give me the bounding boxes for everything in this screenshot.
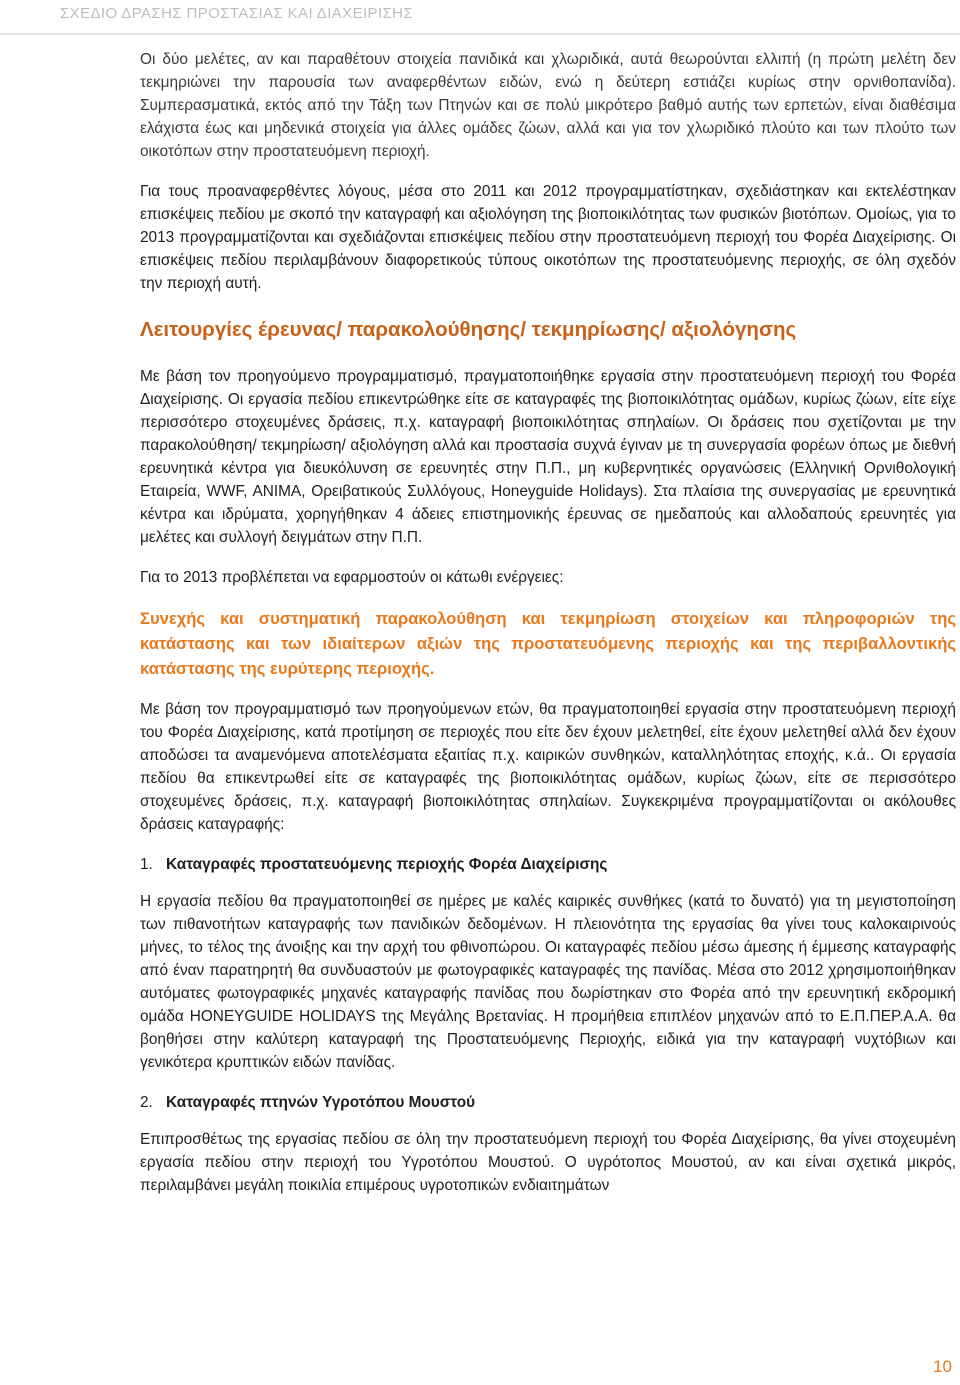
paragraph: Η εργασία πεδίου θα πραγματοποιηθεί σε ημέρες με καλές καιρικές συνθήκες (κατά το δυνατό) για τη μεγιστοποίηση των πιθανοτήτων καταγραφής των πανιδικών δεδομένων. Η πλειονότητα της εργασίας θα γίνει τους καλοκαιρινούς μήνες, το τέλος της άνοιξης και την αρχή του φθινοπώρου. Οι καταγραφές πεδίου μέσω άμεσης ή έμμεσης καταγραφής από έναν παρατηρητή θα συνδυαστούν με φωτογραφικές καταγραφές της πανίδας. Μέσα στο 2012 χρησιμοποιήθηκαν αυτόματες φωτογραφικές μηχανές καταγραφής πανίδας που δωρίστηκαν στο Φορέα από την ερευνητική εκδρομική ομάδα HONEYGUIDE HOLIDAYS της Μεγάλης Βρετανίας. Η προμήθεια επιπλέον μηχανών από το Ε.Π.ΠΕΡ.Α.Α. θα βοηθήσει στην καλύτερη καταγραφή της Προστατευόμενης Περιοχής, ειδικά για την καταγραφή νυχτόβιων και γενικότερα κρυπτικών ειδών πανίδας.	[140, 893, 956, 1071]
paragraph: Επιπροσθέτως της εργασίας πεδίου σε όλη την προστατευόμενη περιοχή του Φορέα Διαχείρισης, θα γίνει στοχευμένη εργασία πεδίου στην περιοχή του Υγροτόπου Μουστού. Ο υγρότοπος Μουστού, αν και είναι σχετικά μικρός, περιλαμβάνει μεγάλη ποικιλία επιμέρους υγροτοπικών ενδιαιτημάτων	[140, 1131, 956, 1194]
paragraph: Για το 2013 προβλέπεται να εφαρμοστούν οι κάτωθι ενέργειες:	[140, 569, 564, 586]
document-body	[140, 48, 956, 1214]
paragraph: Με βάση τον προηγούμενο προγραμματισμό, πραγματοποιήθηκε εργασία στην προστατευόμενη περιοχή του Φορέα Διαχείρισης. Οι εργασία πεδίου επικεντρώθηκε είτε σε καταγραφές της βιοποικιλότητας ομάδων, κυρίως ζώων, είτε είχε περισσότερο στοχευμένες δράσεις, π.χ. καταγραφή βιοποικιλότητας σπηλαίων. Οι δράσεις που σχετίζονται με την παρακολούθηση/ τεκμηρίωση/ αξιολόγηση αλλά και προστασία συχνά έγιναν με τη συνεργασία φορέων όπως με διεθνή ερευνητικά κέντρα για διευκόλυνση σε ερευνητές στην Π.Π., μη κυβερνητικές οργανώσεις (Ελληνική Ορνιθολογική Εταιρεία, WWF, ANIMA, Ορειβατικούς Συλλόγους, Honeyguide Holidays). Στα πλαίσια της συνεργασίας με ερευνητικά κέντρα και ιδρύματα, χορηγήθηκαν 4 άδειες επιστημονικής έρευνας σε ημεδαπούς και αλλοδαπούς ερευνητές για μελέτες και συλλογή δειγμάτων στην Π.Π.	[140, 368, 956, 546]
page-number: 10	[933, 1357, 952, 1376]
header-divider	[0, 33, 960, 35]
numbered-heading-text: Καταγραφές προστατευόμενης περιοχής Φορέα Διαχείρισης	[166, 856, 608, 873]
running-header: ΣΧΕΔΙΟ ΔΡΑΣΗΣ ΠΡΟΣΤΑΣΙΑΣ ΚΑΙ ΔΙΑΧΕΙΡΙΣΗΣ	[60, 5, 414, 22]
subsection-heading: Συνεχής και συστηματική παρακολούθηση και τεκμηρίωση στοιχείων και πληροφοριών της κατάστασης και των ιδιαίτερων αξιών της προστατευόμενης περιοχής και της περιβαλλοντικής κατάστασης της ευρύτερης περιοχής.	[140, 609, 956, 678]
list-number: 1.	[140, 856, 153, 873]
numbered-heading-1	[140, 853, 956, 876]
paragraph: Για τους προαναφερθέντες λόγους, μέσα στο 2011 και 2012 προγραμματίστηκαν, σχεδιάστηκαν και εκτελέστηκαν επισκέψεις πεδίου με σκοπό την καταγραφή και αξιολόγηση της βιοποικιλότητας των φυσικών βιοτόπων. Ομοίως, για το 2013 προγραμματίζονται και σχεδιάζονται επισκέψεις πεδίου στην προστατευόμενη περιοχή του Φορέα Διαχείρισης. Οι επισκέψεις πεδίου περιλαμβάνουν διαφορετικούς τύπους οικοτόπων της προστατευόμενης περιοχής, σε όλη σχεδόν την περιοχή αυτή.	[140, 183, 956, 292]
list-number: 2.	[140, 1094, 153, 1111]
paragraph: Οι δύο μελέτες, αν και παραθέτουν στοιχεία πανιδικά και χλωριδικά, αυτά θεωρούνται ελλιπή (η πρώτη μελέτη δεν τεκμηριώνει την παρουσία των αναφερθέντων ειδών, ενώ η δεύτερη εστιάζει κυρίως στην ορνιθοπανίδα). Συμπερασματικά, εκτός από την Τάξη των Πτηνών και σε πολύ μικρότερο βαθμό αυτής των ερπετών, είναι διαθέσιμα ελάχιστα έως και μηδενικά στοιχεία για άλλες ομάδες ζώων, αλλά και για τον χλωριδικό πλούτο και των πλούτο των οικοτόπων στην προστατευόμενη περιοχή.	[140, 51, 956, 160]
paragraph: Με βάση τον προγραμματισμό των προηγούμενων ετών, θα πραγματοποιηθεί εργασία στην προστατευόμενη περιοχή του Φορέα Διαχείρισης, κατά προτίμηση σε περιοχές που είτε δεν έχουν μελετηθεί, είτε έχουν μελετηθεί αλλά δεν έχουν αποδώσει τα αναμενόμενα αποτελέσματα εξαιτίας π.χ. καιρικών συνθηκών, καταλληλότητας εποχής, κ.ά.. Οι εργασία πεδίου θα επικεντρωθεί είτε σε καταγραφές της βιοποικιλότητας ομάδων, κυρίως ζώων, είτε σε περισσότερο στοχευμένες δράσεις, π.χ. καταγραφή βιοποικιλότητας σπηλαίων. Συγκεκριμένα προγραμματίζονται οι ακόλουθες δράσεις καταγραφής:	[140, 701, 956, 833]
section-heading: Λειτουργίες έρευνας/ παρακολούθησης/ τεκμηρίωσης/ αξιολόγησης	[140, 318, 797, 341]
numbered-heading-text: Καταγραφές πτηνών Υγροτόπου Μουστού	[166, 1094, 476, 1111]
numbered-heading-2	[140, 1091, 956, 1114]
